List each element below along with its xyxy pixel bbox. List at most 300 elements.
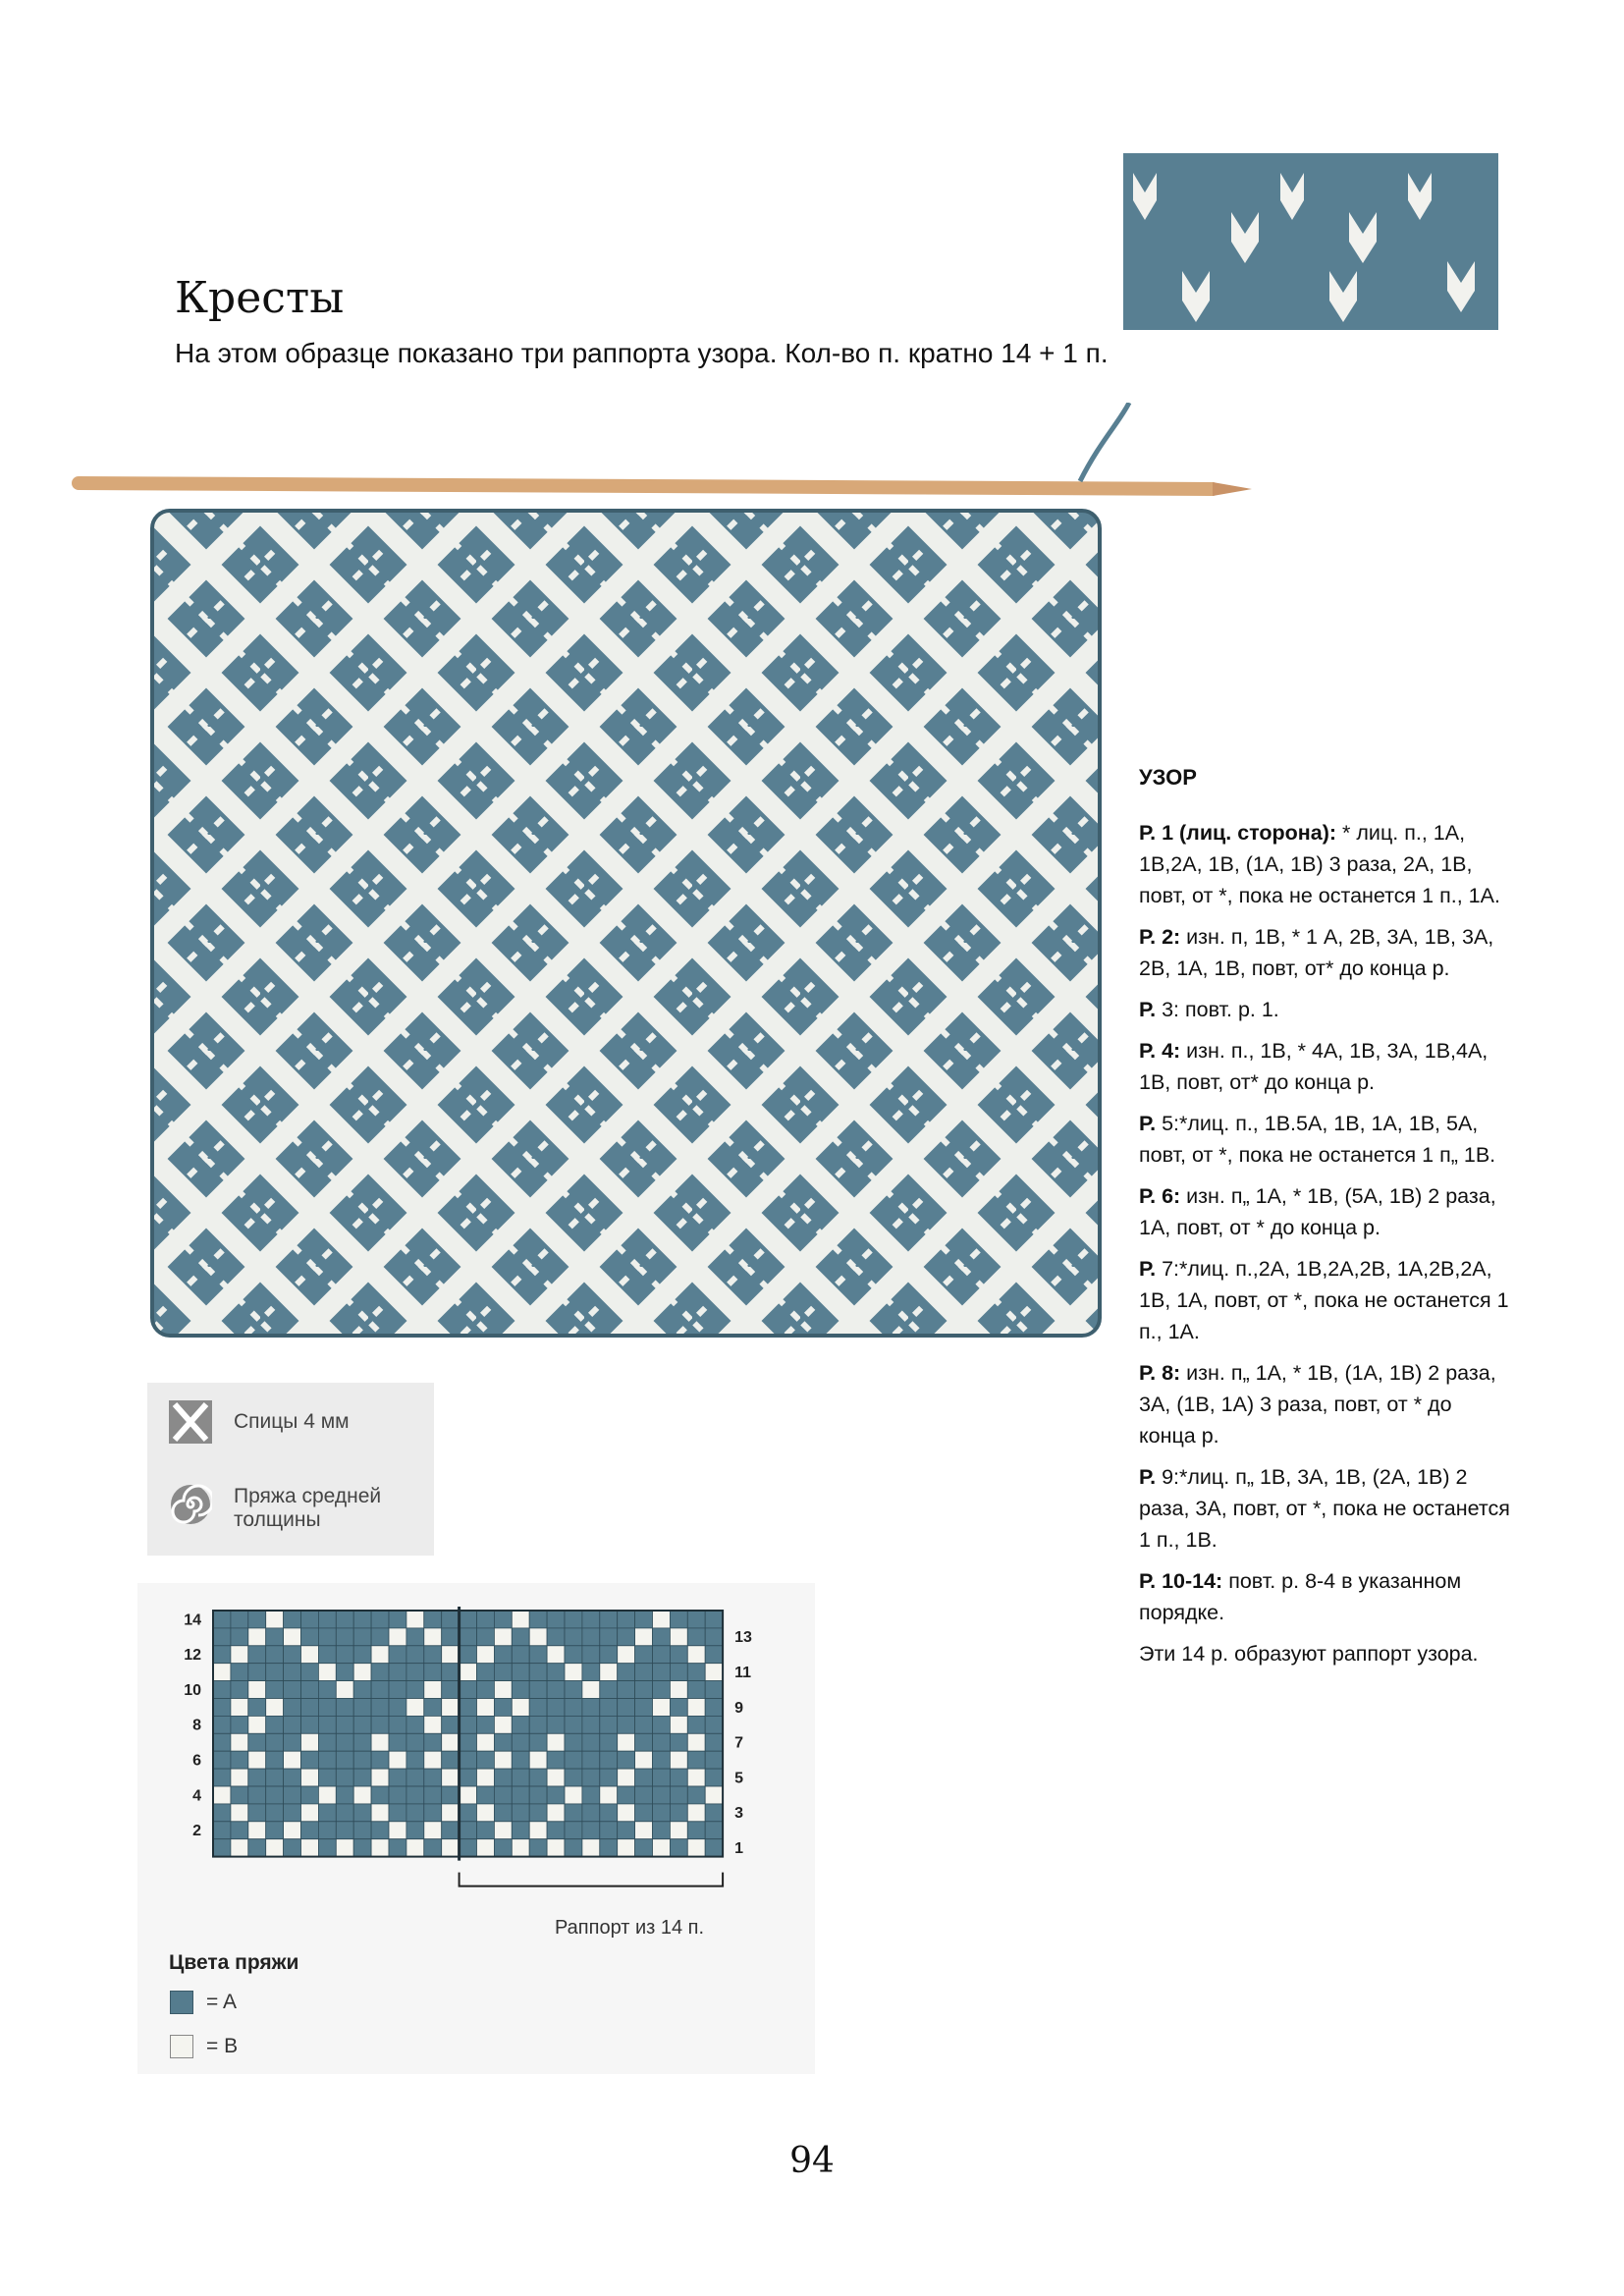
- chart-cell: [600, 1804, 618, 1822]
- chart-cell: [635, 1733, 653, 1751]
- chart-cell: [600, 1839, 618, 1857]
- chart-cell: [705, 1751, 723, 1769]
- needles-label: Спицы 4 мм: [234, 1410, 350, 1433]
- chart-cell: [618, 1733, 635, 1751]
- chart-cell: [301, 1822, 319, 1839]
- chart-cell: [231, 1681, 248, 1699]
- chart-cell: [687, 1646, 705, 1664]
- chart-cell: [547, 1664, 565, 1681]
- chart-cell: [353, 1822, 371, 1839]
- chart-cell: [705, 1769, 723, 1786]
- chart-cell: [565, 1681, 582, 1699]
- chart-cell: [670, 1839, 687, 1857]
- chart-cell: [547, 1769, 565, 1786]
- chart-cell: [582, 1751, 600, 1769]
- chart-cell: [460, 1804, 477, 1822]
- instruction-row-label: Р.: [1139, 998, 1157, 1021]
- chart-cell: [301, 1699, 319, 1717]
- chart-cell: [284, 1628, 301, 1646]
- chart-cell: [336, 1769, 353, 1786]
- chart-cell: [336, 1646, 353, 1664]
- chart-cell: [582, 1716, 600, 1733]
- chart-cell: [353, 1804, 371, 1822]
- chart-cell: [600, 1822, 618, 1839]
- chart-cell: [406, 1646, 424, 1664]
- chart-cell: [547, 1839, 565, 1857]
- row-number-right: 9: [734, 1699, 744, 1717]
- chart-cell: [653, 1804, 671, 1822]
- chart-cell: [424, 1822, 442, 1839]
- chart-cell: [618, 1716, 635, 1733]
- chart-cell: [635, 1611, 653, 1628]
- chart-cell: [248, 1664, 266, 1681]
- chart-cell: [618, 1839, 635, 1857]
- instruction-row: [1139, 1357, 1512, 1451]
- chart-cell: [371, 1664, 389, 1681]
- chart-cell: [389, 1628, 406, 1646]
- chart-cell: [424, 1769, 442, 1786]
- chart-cell: [705, 1611, 723, 1628]
- chart-cell: [336, 1822, 353, 1839]
- chart-cell: [582, 1681, 600, 1699]
- instruction-row-text: изн. п, 1В, * 1 А, 2В, 3А, 1В, 3А, 2В, 1А, 1В, повт, от* до конца р.: [1139, 925, 1494, 980]
- chart-cell: [266, 1786, 284, 1804]
- chart-cell: [231, 1839, 248, 1857]
- chart-cell: [406, 1786, 424, 1804]
- chart-cell: [318, 1664, 336, 1681]
- chart-cell: [301, 1716, 319, 1733]
- chart-cell: [512, 1804, 529, 1822]
- chart-cell: [582, 1822, 600, 1839]
- row-number-right: 7: [734, 1734, 744, 1752]
- chart-cell: [670, 1681, 687, 1699]
- chart-cell: [424, 1699, 442, 1717]
- chart-cell: [460, 1646, 477, 1664]
- row-number-right: 13: [734, 1629, 752, 1647]
- chart-cell: [266, 1681, 284, 1699]
- chart-cell: [442, 1839, 460, 1857]
- chart-cell: [687, 1664, 705, 1681]
- chart-cell: [477, 1681, 495, 1699]
- chart-cell: [494, 1733, 512, 1751]
- chart-cell: [371, 1804, 389, 1822]
- chart-cell: [565, 1839, 582, 1857]
- chart-cell: [231, 1646, 248, 1664]
- chart-cell: [371, 1786, 389, 1804]
- chart-cell: [371, 1611, 389, 1628]
- chart-cell: [371, 1751, 389, 1769]
- chart-cell: [512, 1681, 529, 1699]
- chart-cell: [389, 1733, 406, 1751]
- closeup-photo: [1123, 153, 1498, 330]
- chart-cell: [494, 1628, 512, 1646]
- chart-cell: [687, 1822, 705, 1839]
- chart-cell: [389, 1681, 406, 1699]
- chart-cell: [687, 1628, 705, 1646]
- chart-cell: [687, 1751, 705, 1769]
- chart-cell: [460, 1628, 477, 1646]
- chart-cell: [284, 1681, 301, 1699]
- chart-cell: [477, 1822, 495, 1839]
- chart-cell: [336, 1786, 353, 1804]
- chart-cell: [600, 1628, 618, 1646]
- chart-cell: [547, 1681, 565, 1699]
- chart-cell: [389, 1664, 406, 1681]
- chart-cell: [687, 1786, 705, 1804]
- chart-cell: [353, 1769, 371, 1786]
- chart-cell: [442, 1681, 460, 1699]
- chart-cell: [529, 1699, 547, 1717]
- instruction-row-label: Р.: [1139, 1465, 1157, 1489]
- row-number-left: 8: [192, 1717, 201, 1734]
- chart-cell: [547, 1822, 565, 1839]
- chart-cell: [653, 1786, 671, 1804]
- chart-cell: [442, 1646, 460, 1664]
- chart-cell: [424, 1733, 442, 1751]
- chart-cell: [266, 1733, 284, 1751]
- chart-cell: [494, 1751, 512, 1769]
- chart-cell: [635, 1769, 653, 1786]
- chart-cell: [494, 1611, 512, 1628]
- chart-cell: [547, 1804, 565, 1822]
- chart-cell: [670, 1646, 687, 1664]
- chart-cell: [494, 1804, 512, 1822]
- chart-cell: [353, 1733, 371, 1751]
- chart-cell: [565, 1664, 582, 1681]
- chart-cell: [635, 1646, 653, 1664]
- chart-cell: [213, 1733, 231, 1751]
- chart-cell: [248, 1681, 266, 1699]
- chart-cell: [442, 1822, 460, 1839]
- chart-cell: [635, 1699, 653, 1717]
- chart-cell: [389, 1839, 406, 1857]
- chart-cell: [512, 1822, 529, 1839]
- chart-cell: [705, 1804, 723, 1822]
- chart-cell: [582, 1786, 600, 1804]
- chart-cell: [424, 1786, 442, 1804]
- yarn-ball-icon: [169, 1483, 212, 1526]
- instruction-row-label: Р. 4:: [1139, 1039, 1181, 1063]
- row-number-right: 5: [734, 1770, 744, 1787]
- chart-cell: [529, 1611, 547, 1628]
- chart-cell: [582, 1611, 600, 1628]
- chart-cell: [477, 1716, 495, 1733]
- chart-cell: [670, 1628, 687, 1646]
- chart-cell: [529, 1733, 547, 1751]
- yarn-label-line1: Пряжа средней: [234, 1485, 382, 1507]
- chart-cell: [687, 1804, 705, 1822]
- instruction-row-text: 5:*лиц. п., 1В.5А, 1В, 1А, 1В, 5А, повт, от *, пока не останется 1 п„ 1В.: [1139, 1112, 1496, 1167]
- chart-cell: [512, 1716, 529, 1733]
- chart-cell: [618, 1681, 635, 1699]
- chart-cell: [424, 1664, 442, 1681]
- chart-cell: [547, 1646, 565, 1664]
- chart-cell: [460, 1699, 477, 1717]
- chart-cell: [406, 1839, 424, 1857]
- instruction-row: [1139, 921, 1512, 984]
- chart-cell: [618, 1611, 635, 1628]
- chart-cell: [494, 1839, 512, 1857]
- chart-cell: [618, 1646, 635, 1664]
- chart-cell: [529, 1822, 547, 1839]
- chart-cell: [371, 1839, 389, 1857]
- chart-cell: [565, 1646, 582, 1664]
- chart-cell: [670, 1733, 687, 1751]
- yarn-label-line2: толщины: [234, 1508, 321, 1531]
- chart-cell: [635, 1822, 653, 1839]
- yarn-colors-title: Цвета пряжи: [169, 1951, 299, 1974]
- chart-cell: [231, 1822, 248, 1839]
- chart-cell: [705, 1699, 723, 1717]
- chart-cell: [353, 1646, 371, 1664]
- chart-cell: [248, 1733, 266, 1751]
- chart-cell: [582, 1699, 600, 1717]
- chart-cell: [565, 1733, 582, 1751]
- chart-cell: [318, 1822, 336, 1839]
- chart-cell: [529, 1716, 547, 1733]
- chart-cell: [301, 1786, 319, 1804]
- color-a-label: = A: [206, 1991, 237, 2013]
- chart-cell: [687, 1611, 705, 1628]
- page-title: Кресты: [175, 273, 345, 323]
- chart-cell: [389, 1751, 406, 1769]
- instruction-row-text: изн. п., 1В, * 4А, 1В, 3А, 1В,4А, 1В, повт, от* до конца р.: [1139, 1039, 1489, 1094]
- chart-cell: [653, 1681, 671, 1699]
- chart-cell: [284, 1769, 301, 1786]
- chart-cell: [512, 1751, 529, 1769]
- chart-cell: [371, 1733, 389, 1751]
- chart-cell: [618, 1822, 635, 1839]
- chart-cell: [460, 1751, 477, 1769]
- chart-cell: [477, 1839, 495, 1857]
- chart-cell: [618, 1699, 635, 1717]
- chart-cell: [670, 1786, 687, 1804]
- chart-cell: [406, 1716, 424, 1733]
- instruction-row: [1139, 1638, 1512, 1669]
- chart-cell: [318, 1786, 336, 1804]
- chart-cell: [442, 1769, 460, 1786]
- chart-cell: [512, 1628, 529, 1646]
- chart-cell: [318, 1716, 336, 1733]
- chart-cell: [618, 1804, 635, 1822]
- chart-cell: [705, 1664, 723, 1681]
- chart-cell: [266, 1646, 284, 1664]
- chart-cell: [231, 1786, 248, 1804]
- chart-cell: [582, 1646, 600, 1664]
- chart-cell: [547, 1733, 565, 1751]
- chart-cell: [389, 1646, 406, 1664]
- chart-cell: [653, 1751, 671, 1769]
- chart-cell: [565, 1611, 582, 1628]
- chart-cell: [512, 1611, 529, 1628]
- chart-cell: [618, 1786, 635, 1804]
- chart-cell: [336, 1804, 353, 1822]
- chart-cell: [582, 1628, 600, 1646]
- instruction-row: [1139, 1035, 1512, 1098]
- chart-cell: [494, 1646, 512, 1664]
- chart-cell: [284, 1664, 301, 1681]
- chart-cell: [284, 1804, 301, 1822]
- chart-cell: [389, 1716, 406, 1733]
- chart-cell: [389, 1804, 406, 1822]
- instruction-row: [1139, 1565, 1512, 1628]
- chart-cell: [529, 1751, 547, 1769]
- chart-cell: [213, 1699, 231, 1717]
- chart-cell: [705, 1628, 723, 1646]
- chart-cell: [460, 1786, 477, 1804]
- chart-cell: [336, 1664, 353, 1681]
- chart-cell: [442, 1751, 460, 1769]
- chart-cell: [336, 1751, 353, 1769]
- chart-cell: [582, 1839, 600, 1857]
- chart-cell: [318, 1769, 336, 1786]
- chart-cell: [512, 1733, 529, 1751]
- chart-cell: [512, 1786, 529, 1804]
- chart-cell: [653, 1716, 671, 1733]
- chart-cell: [670, 1699, 687, 1717]
- chart-cell: [705, 1822, 723, 1839]
- row-number-left: 6: [192, 1752, 201, 1770]
- chart-cell: [406, 1751, 424, 1769]
- chart-cell: [670, 1716, 687, 1733]
- chart-cell: [635, 1628, 653, 1646]
- materials-legend: [147, 1383, 434, 1556]
- chart-cell: [460, 1681, 477, 1699]
- chart-cell: [460, 1839, 477, 1857]
- chart-cell: [653, 1733, 671, 1751]
- chart-cell: [371, 1769, 389, 1786]
- chart-cell: [353, 1699, 371, 1717]
- chart-cell: [494, 1786, 512, 1804]
- instruction-row-label: Р. 6:: [1139, 1184, 1181, 1208]
- instruction-row-label: Р. 10-14:: [1139, 1569, 1223, 1593]
- instruction-row-label: Р.: [1139, 1257, 1157, 1281]
- chart-cell: [477, 1733, 495, 1751]
- chart-cell: [389, 1786, 406, 1804]
- instruction-row-label: Р. 8:: [1139, 1361, 1181, 1385]
- chart-cell: [424, 1751, 442, 1769]
- chart-cell: [600, 1611, 618, 1628]
- chart-cell: [424, 1646, 442, 1664]
- chart-cell: [618, 1751, 635, 1769]
- chart-cell: [213, 1804, 231, 1822]
- chart-cell: [565, 1769, 582, 1786]
- chart-cell: [248, 1646, 266, 1664]
- chart-cell: [248, 1769, 266, 1786]
- chart-cell: [442, 1664, 460, 1681]
- chart-cell: [266, 1769, 284, 1786]
- chart-cell: [424, 1681, 442, 1699]
- chart-cell: [547, 1699, 565, 1717]
- chart-cell: [284, 1646, 301, 1664]
- chart-cell: [213, 1751, 231, 1769]
- instruction-row-text: 3: повт. р. 1.: [1162, 998, 1279, 1021]
- chart-cell: [460, 1769, 477, 1786]
- chart-cell: [248, 1628, 266, 1646]
- chart-cell: [477, 1751, 495, 1769]
- chart-cell: [248, 1699, 266, 1717]
- chart-cell: [318, 1804, 336, 1822]
- chart-cell: [582, 1733, 600, 1751]
- chart-cell: [248, 1839, 266, 1857]
- chart-cell: [635, 1804, 653, 1822]
- chart-cell: [213, 1628, 231, 1646]
- chart-cell: [406, 1822, 424, 1839]
- row-number-left: 10: [184, 1681, 201, 1699]
- chart-cell: [477, 1646, 495, 1664]
- chart-cell: [248, 1751, 266, 1769]
- chart-cell: [389, 1822, 406, 1839]
- chart-cell: [477, 1664, 495, 1681]
- chart-cell: [494, 1822, 512, 1839]
- instructions-heading: УЗОР: [1139, 765, 1197, 790]
- instruction-row: [1139, 1180, 1512, 1243]
- chart-cell: [494, 1699, 512, 1717]
- chart-cell: [336, 1699, 353, 1717]
- chart-cell: [547, 1751, 565, 1769]
- chart-cell: [336, 1716, 353, 1733]
- chart-cell: [371, 1628, 389, 1646]
- color-b-label: = B: [206, 2035, 239, 2057]
- chart-cell: [336, 1733, 353, 1751]
- chart-cell: [318, 1751, 336, 1769]
- instruction-row-text: 7:*лиц. п.,2А, 1В,2А,2В, 1А,2В,2А, 1В, 1А, повт, от *, пока не останется 1 п., 1А.: [1139, 1257, 1509, 1343]
- chart-cell: [547, 1611, 565, 1628]
- chart-cell: [653, 1628, 671, 1646]
- chart-cell: [565, 1716, 582, 1733]
- color-a-swatch: [170, 1991, 193, 2014]
- chart-cell: [582, 1804, 600, 1822]
- chart-cell: [301, 1804, 319, 1822]
- chart-cell: [565, 1699, 582, 1717]
- chart-cell: [687, 1839, 705, 1857]
- chart-cell: [618, 1628, 635, 1646]
- chart-cell: [618, 1769, 635, 1786]
- chart-cell: [284, 1716, 301, 1733]
- chart-cell: [512, 1839, 529, 1857]
- pattern-instructions: [1139, 762, 1512, 1679]
- chart-cell: [687, 1699, 705, 1717]
- chart-cell: [248, 1822, 266, 1839]
- chart-cell: [336, 1611, 353, 1628]
- chart-cell: [318, 1839, 336, 1857]
- chart-cell: [460, 1822, 477, 1839]
- chart-cell: [460, 1664, 477, 1681]
- chart-cell: [600, 1716, 618, 1733]
- chart-cell: [266, 1628, 284, 1646]
- chart-cell: [248, 1804, 266, 1822]
- chart-cell: [248, 1716, 266, 1733]
- color-b-swatch: [170, 2035, 193, 2058]
- chart-cell: [653, 1769, 671, 1786]
- chart-cell: [231, 1628, 248, 1646]
- colorwork-chart: [139, 1593, 807, 1927]
- chart-cell: [670, 1611, 687, 1628]
- chart-cell: [670, 1664, 687, 1681]
- chart-cell: [301, 1611, 319, 1628]
- page-subtitle: На этом образце показано три раппорта узора. Кол-во п. кратно 14 + 1 п.: [175, 338, 1109, 368]
- chart-cell: [477, 1628, 495, 1646]
- chart-cell: [705, 1681, 723, 1699]
- chart-cell: [618, 1664, 635, 1681]
- chart-cell: [600, 1664, 618, 1681]
- chart-cell: [266, 1664, 284, 1681]
- chart-cell: [284, 1822, 301, 1839]
- chart-cell: [442, 1733, 460, 1751]
- chart-cell: [353, 1786, 371, 1804]
- chart-cell: [318, 1628, 336, 1646]
- instruction-row: [1139, 817, 1512, 911]
